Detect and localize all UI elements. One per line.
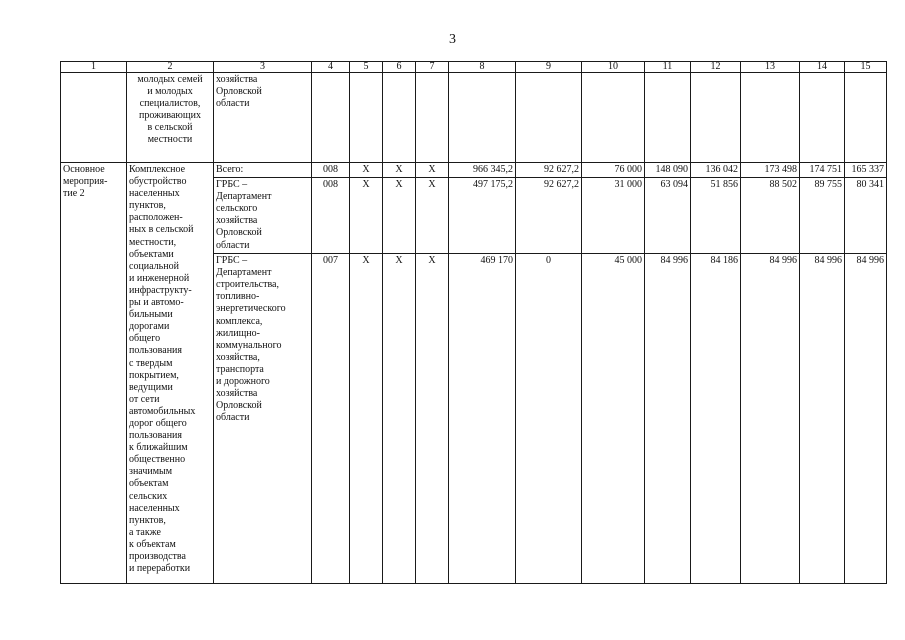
mark-cell: Х bbox=[416, 254, 449, 584]
amount-cell: 80 341 bbox=[845, 178, 887, 254]
mark-cell: Х bbox=[416, 163, 449, 178]
activity-description: Комплексное обустройство населенных пунктов, расположен- ных в сельской местности, объектами социальной и инженерной инфраструкту- ры и автомо- бильными дорогами общего пользования с твердым покрытием, ведущими от сети автомобильных дорог общего пользования к ближайшим общественно значимым объектам сельских населенных пунктов, а также к объектам производства и переработки bbox=[127, 163, 214, 584]
table-cell bbox=[416, 73, 449, 163]
column-header: 6 bbox=[383, 62, 416, 73]
table-cell bbox=[741, 73, 800, 163]
column-header: 4 bbox=[312, 62, 350, 73]
column-number-row bbox=[61, 62, 887, 73]
amount-cell: 84 996 bbox=[800, 254, 845, 584]
amount-cell: 51 856 bbox=[691, 178, 741, 254]
column-header: 14 bbox=[800, 62, 845, 73]
table-row-total bbox=[61, 163, 887, 178]
amount-cell: 966 345,2 bbox=[449, 163, 516, 178]
executor-cell: ГРБС – Департамент строительства, топливно- энергетического комплекса, жилищно- коммунального хозяйства, транспорта и дорожного хозяйства Орловской области bbox=[214, 254, 312, 584]
column-header: 2 bbox=[127, 62, 214, 73]
amount-cell: 173 498 bbox=[741, 163, 800, 178]
amount-cell: 469 170 bbox=[449, 254, 516, 584]
mark-cell: Х bbox=[383, 178, 416, 254]
table-cell bbox=[800, 73, 845, 163]
amount-cell: 76 000 bbox=[582, 163, 645, 178]
table-cell bbox=[312, 73, 350, 163]
table-cell bbox=[350, 73, 383, 163]
executor-cell: ГРБС – Департамент сельского хозяйства Орловской области bbox=[214, 178, 312, 254]
table-cell bbox=[61, 73, 127, 163]
code-cell: 008 bbox=[312, 163, 350, 178]
code-cell: 007 bbox=[312, 254, 350, 584]
activity-name-continued: молодых семей и молодых специалистов, проживающих в сельской местности bbox=[127, 73, 214, 163]
amount-cell: 92 627,2 bbox=[516, 163, 582, 178]
amount-cell: 84 186 bbox=[691, 254, 741, 584]
mark-cell: Х bbox=[350, 254, 383, 584]
column-header: 15 bbox=[845, 62, 887, 73]
amount-cell: 148 090 bbox=[645, 163, 691, 178]
amount-cell: 165 337 bbox=[845, 163, 887, 178]
mark-cell: Х bbox=[416, 178, 449, 254]
column-header: 3 bbox=[214, 62, 312, 73]
amount-cell: 0 bbox=[516, 254, 582, 584]
budget-table bbox=[60, 61, 887, 584]
table-cell bbox=[645, 73, 691, 163]
amount-cell: 88 502 bbox=[741, 178, 800, 254]
code-cell: 008 bbox=[312, 178, 350, 254]
amount-cell: 89 755 bbox=[800, 178, 845, 254]
mark-cell: Х bbox=[350, 178, 383, 254]
table-cell bbox=[383, 73, 416, 163]
amount-cell: 84 996 bbox=[645, 254, 691, 584]
column-header: 11 bbox=[645, 62, 691, 73]
executor-cell: Всего: bbox=[214, 163, 312, 178]
amount-cell: 45 000 bbox=[582, 254, 645, 584]
amount-cell: 92 627,2 bbox=[516, 178, 582, 254]
amount-cell: 84 996 bbox=[741, 254, 800, 584]
mark-cell: Х bbox=[383, 163, 416, 178]
amount-cell: 63 094 bbox=[645, 178, 691, 254]
activity-label: Основное мероприя- тие 2 bbox=[61, 163, 127, 584]
amount-cell: 31 000 bbox=[582, 178, 645, 254]
column-header: 7 bbox=[416, 62, 449, 73]
column-header: 5 bbox=[350, 62, 383, 73]
table-cell bbox=[582, 73, 645, 163]
amount-cell: 136 042 bbox=[691, 163, 741, 178]
mark-cell: Х bbox=[350, 163, 383, 178]
page-number: 3 bbox=[449, 32, 456, 47]
amount-cell: 497 175,2 bbox=[449, 178, 516, 254]
table-cell bbox=[691, 73, 741, 163]
column-header: 1 bbox=[61, 62, 127, 73]
executor-continued: хозяйства Орловской области bbox=[214, 73, 312, 163]
continued-row bbox=[61, 73, 887, 163]
column-header: 10 bbox=[582, 62, 645, 73]
amount-cell: 174 751 bbox=[800, 163, 845, 178]
column-header: 12 bbox=[691, 62, 741, 73]
column-header: 8 bbox=[449, 62, 516, 73]
table-cell bbox=[516, 73, 582, 163]
amount-cell: 84 996 bbox=[845, 254, 887, 584]
column-header: 9 bbox=[516, 62, 582, 73]
table-cell bbox=[845, 73, 887, 163]
column-header: 13 bbox=[741, 62, 800, 73]
table-cell bbox=[449, 73, 516, 163]
mark-cell: Х bbox=[383, 254, 416, 584]
